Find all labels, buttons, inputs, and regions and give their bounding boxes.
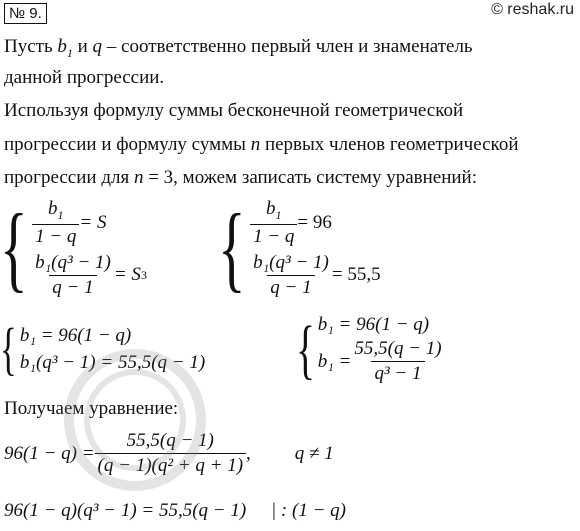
equation-2: 96(1 − q)(q³ − 1) = 55,5(q − 1) | : (1 − q): [4, 500, 346, 521]
text-fragment: – соответственно первый член и знаменатель: [102, 36, 473, 57]
system-1-eq-2: $\frac{\text{b₁(q³ − 1)}}{q - 1}$ = S 3: [35, 251, 147, 298]
paragraph-2-line-3: прогрессии для n = 3, можем записать систему уравнений:: [4, 167, 477, 188]
system-4: [296, 314, 445, 385]
equation-1: 96(1 − q) = $\frac{55,5(q - 1)}{\text{(q − 1)(q² + q + 1)}}$ , q ≠ 1: [4, 430, 334, 476]
watermark-text: © reshak.ru: [491, 1, 574, 18]
system-2-eq-2: $\frac{\text{b₁(q³ − 1)}}{q - 1}$ = 55,5: [253, 251, 381, 298]
system-4-eq-1: b₁ = 96(1 − q): [317, 314, 430, 335]
paragraph-1-line-2: данной прогрессии.: [4, 67, 165, 88]
text-fragment: и: [72, 36, 93, 57]
problem-number: № 9.: [4, 3, 47, 24]
text-fragment: Пусть: [4, 36, 58, 57]
brace-icon: {: [0, 194, 28, 302]
system-3-eq-2: b₁(q³ − 1) = 55,5(q − 1): [19, 352, 206, 373]
brace-icon: {: [0, 316, 17, 381]
paragraph-1-line-1: [4, 36, 473, 61]
result-heading: Получаем уравнение:: [4, 398, 179, 419]
system-3-eq-1: b₁ = 96(1 − q): [19, 325, 132, 346]
paragraph-2-line-2: прогрессии и формулу суммы n первых членов геометрической: [4, 134, 519, 155]
condition: q ≠ 1: [294, 442, 334, 464]
system-1: [0, 194, 147, 302]
brace-icon: {: [218, 194, 246, 302]
watermark-stamp-icon: [60, 345, 210, 495]
system-4-eq-2: b₁ = $\frac{55,5(q - 1)}{\text{q³ − 1}}$: [317, 338, 442, 384]
system-1-eq-1: $\frac{b_1}{1 - q}$ = S: [32, 198, 147, 248]
var-q: q: [92, 36, 103, 57]
system-2: [218, 194, 381, 302]
var-b1: $b_1$: [57, 36, 73, 60]
system-2-eq-1: $\frac{b_1}{1 - q}$ = 96: [250, 198, 381, 248]
brace-icon: {: [296, 312, 316, 386]
paragraph-2-line-1: Используя формулу суммы бесконечной геометрической: [4, 100, 464, 121]
